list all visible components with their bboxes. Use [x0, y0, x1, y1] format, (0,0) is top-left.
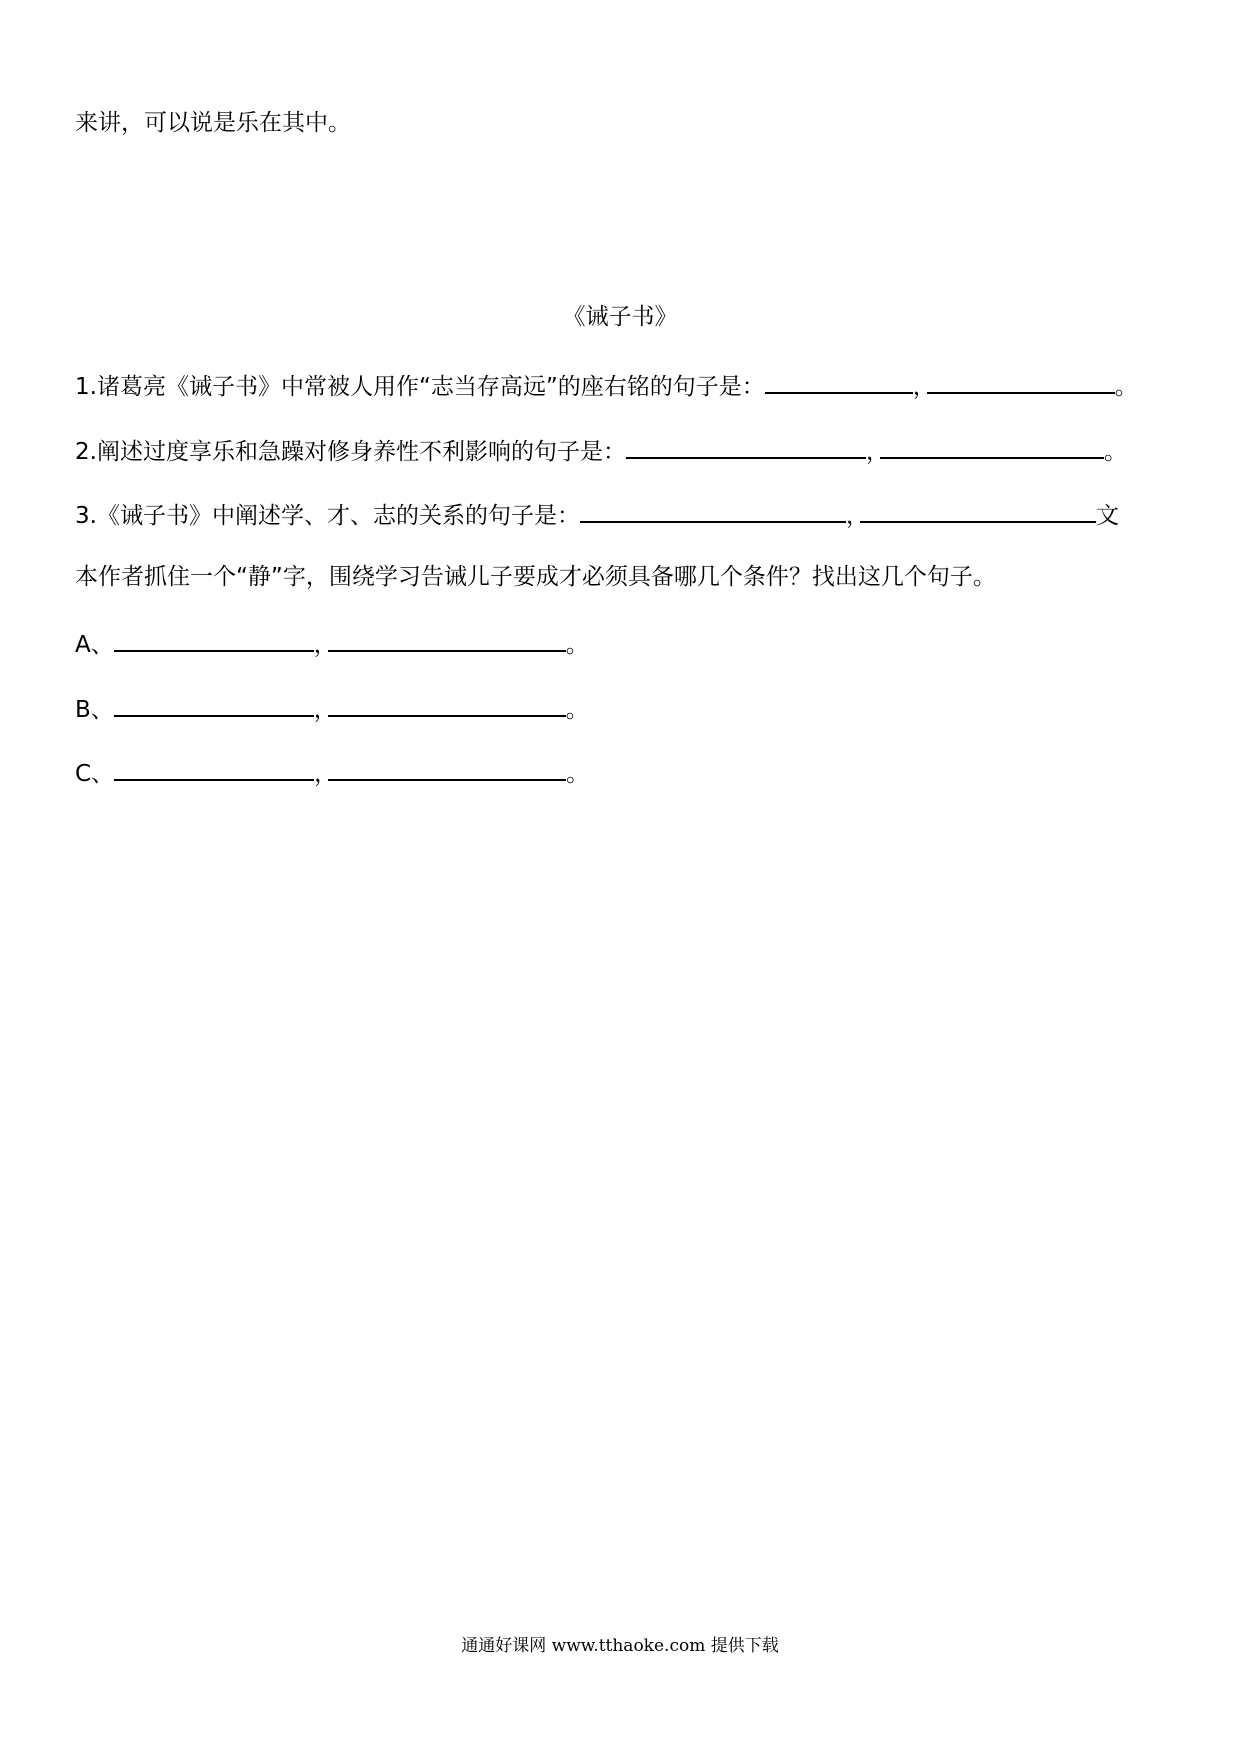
option-c-label: C、	[75, 761, 115, 787]
question-2-end: 。	[1103, 439, 1127, 465]
section-title: 《诫子书》	[562, 304, 678, 330]
question-3-continuation: 本作者抓住一个“静”字，围绕学习告诫儿子要成才必须具备哪几个条件？找出这几个句子。	[75, 564, 996, 590]
option-a	[75, 626, 589, 660]
option-b-blank-2[interactable]	[328, 691, 566, 717]
question-2	[75, 433, 1127, 467]
question-3-comma: ，	[845, 503, 869, 529]
question-1	[75, 368, 1138, 402]
question-1-comma: ，	[912, 374, 936, 400]
option-b-blank-1[interactable]	[114, 691, 314, 717]
footer-source: 通通好课网 www.tthaoke.com 提供下载	[461, 1636, 779, 1656]
question-1-prompt: 1.诸葛亮《诫子书》中常被人用作“志当存高远”的座右铭的句子是：	[75, 374, 765, 400]
question-2-comma: ，	[865, 439, 889, 465]
question-3-prompt: 3.《诫子书》中阐述学、才、志的关系的句子是：	[75, 503, 580, 529]
option-c-blank-2[interactable]	[328, 755, 566, 781]
question-1-blank-2[interactable]	[927, 368, 1115, 394]
question-3	[75, 497, 1119, 531]
option-a-label: A、	[75, 632, 114, 658]
option-c	[75, 755, 589, 789]
intro-line: 来讲，可以说是乐在其中。	[75, 110, 351, 136]
question-1-end: 。	[1114, 374, 1138, 400]
option-b-comma: ，	[313, 697, 337, 723]
option-c-blank-1[interactable]	[114, 755, 314, 781]
option-a-blank-1[interactable]	[114, 626, 314, 652]
question-2-prompt: 2.阐述过度享乐和急躁对修身养性不利影响的句子是：	[75, 439, 626, 465]
option-c-end: 。	[566, 761, 590, 787]
question-2-blank-2[interactable]	[880, 433, 1104, 459]
question-3-blank-2[interactable]	[860, 497, 1096, 523]
option-a-comma: ，	[313, 632, 337, 658]
option-c-comma: ，	[314, 761, 338, 787]
question-3-tail: 文	[1095, 503, 1119, 529]
option-a-end: 。	[565, 632, 589, 658]
option-b-label: B、	[75, 697, 114, 723]
question-3-blank-1[interactable]	[580, 497, 846, 523]
option-b-end: 。	[565, 697, 589, 723]
question-1-blank-1[interactable]	[765, 368, 913, 394]
option-b	[75, 691, 589, 725]
option-a-blank-2[interactable]	[328, 626, 566, 652]
question-2-blank-1[interactable]	[626, 433, 866, 459]
